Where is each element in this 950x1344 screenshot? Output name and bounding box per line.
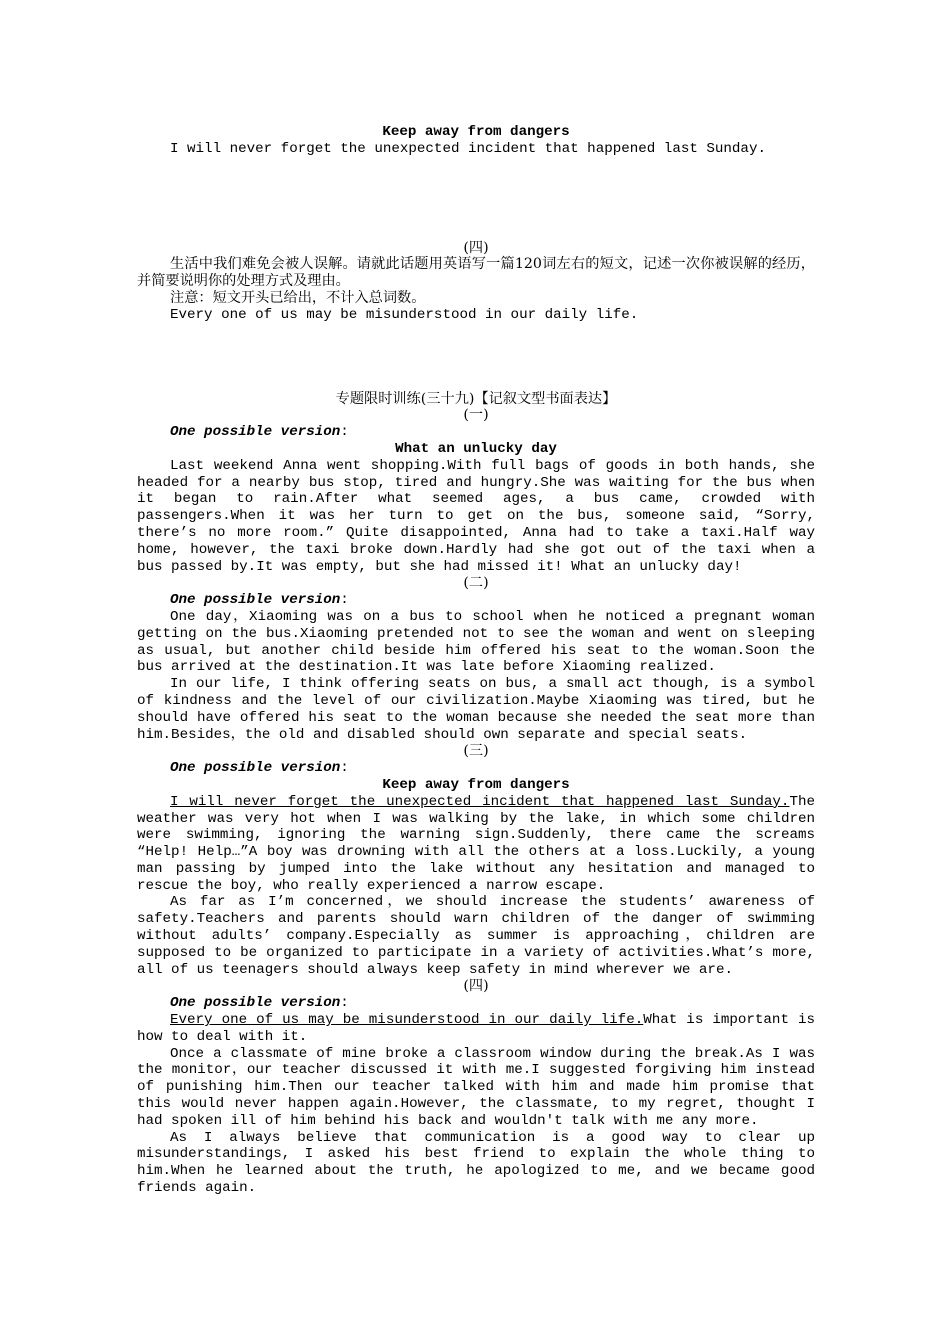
answer4-paragraph-1-rest: What is important is how to deal with it. — [137, 1012, 816, 1045]
prompt3-opening: I will never forget the unexpected incident that happened last Sunday. — [170, 140, 766, 157]
answer3-given-opening: I will never forget the unexpected incident that happened last Sunday. — [170, 793, 790, 810]
answer2-paragraph-1: One day，Xiaoming was on a bus to school when he noticed a pregnant woman getting on the bus.Xiaoming pretended not to see the woman and went on sleeping as usual, but another child beside him offered his seat to the woman.Soon the bus arrived at the destination.It was late before Xiaoming realized. — [137, 608, 815, 676]
answer2-version-label: One possible version: — [170, 592, 349, 609]
writing-space — [137, 324, 815, 391]
answer4-given-opening: Every one of us may be misunderstood in our daily life. — [170, 1012, 644, 1029]
prompt4-opening: Every one of us may be misunderstood in our daily life. — [170, 306, 639, 323]
answer3-paragraph-1 — [137, 794, 815, 895]
answer1-version-label: One possible version: — [170, 424, 349, 441]
answer2-label: (二) — [463, 575, 489, 592]
answer3-title: Keep away from dangers — [382, 776, 570, 793]
answer3-paragraph-1-rest: The weather was very hot when I was walking by the lake, in which some children were swimming, ignoring the warning sign.Suddenly, there came the screams “Help! Help…”A boy was drowning with all the others at a loss.Luckily, a young man passing by jumped into the lake without any hesitation and managed to rescue the boy, who really experienced a narrow escape. — [137, 793, 815, 894]
answer3-version-label: One possible version: — [170, 760, 349, 777]
prompt4-note: 注意：短文开头已给出，不计入总词数。 — [170, 289, 426, 306]
prompt3-title: Keep away from dangers — [382, 124, 570, 140]
answer1-label: (一) — [463, 407, 489, 424]
answer4-version-label: One possible version: — [170, 995, 349, 1012]
answer3-label: (三) — [463, 743, 489, 760]
answer1-paragraph: Last weekend Anna went shopping.With full bags of goods in both hands, she headed for a nearby bus stop, tired and hungry.She was waiting for the bus when it began to rain.After what seemed ages, a bus came, crowded with passengers.When it was her turn to get on the bus, someone said, “Sorry, there’s no more room.” Quite disappointed, Anna had to take a taxi.Half way home, however, the taxi broke down.Hardly had she got out of the taxi when a bus passed by.It was empty, but she had missed it! What an unlucky day! — [137, 457, 815, 575]
answer1-title: What an unlucky day — [395, 440, 557, 457]
document-page — [137, 124, 815, 1197]
writing-space — [137, 158, 815, 240]
answers-heading: 专题限时训练(三十九)【记叙文型书面表达】 — [335, 390, 617, 407]
answer4-paragraph-3: As I always believe that communication is a good way to clear up misunderstandings, I asked his best friend to explain the whole thing to him.When he learned about the truth, he apologized to me, and we became good friends again. — [137, 1129, 815, 1197]
prompt4-label: (四) — [463, 239, 489, 256]
prompt4-instruction: 生活中我们难免会被人误解。请就此话题用英语写一篇120词左右的短文，记述一次你被误解的经历，并简要说明你的处理方式及理由。 — [137, 256, 815, 290]
answer4-paragraph-2: Once a classmate of mine broke a classroom window during the break.As I was the monitor，our teacher discussed it with me.I suggested forgiving him instead of punishing him.Then our teacher talked with him and made him promise that this would never happen again.However, the classmate, to my regret, thought I had spoken ill of him behind his back and wouldn't talk with me any more. — [137, 1045, 815, 1129]
answer4-label: (四) — [463, 978, 489, 995]
answer4-paragraph-1 — [137, 1012, 815, 1046]
answer2-paragraph-2: In our life, I think offering seats on bus, a small act though, is a symbol of kindness and the level of our civilization.Maybe Xiaoming was tired, but he should have offered his seat to the woman because she needed the seat more than him.Besides，the old and disabled should own separate and special seats. — [137, 676, 815, 743]
answer3-paragraph-2: As far as I’m concerned，we should increase the students’ awareness of safety.Teachers and parents should warn children of the danger of swimming without adults’ company.Especially as summer is approaching，children are supposed to be organized to participate in a variety of activities.What’s more, all of us teenagers should always keep safety in mind wherever we are. — [137, 894, 815, 978]
